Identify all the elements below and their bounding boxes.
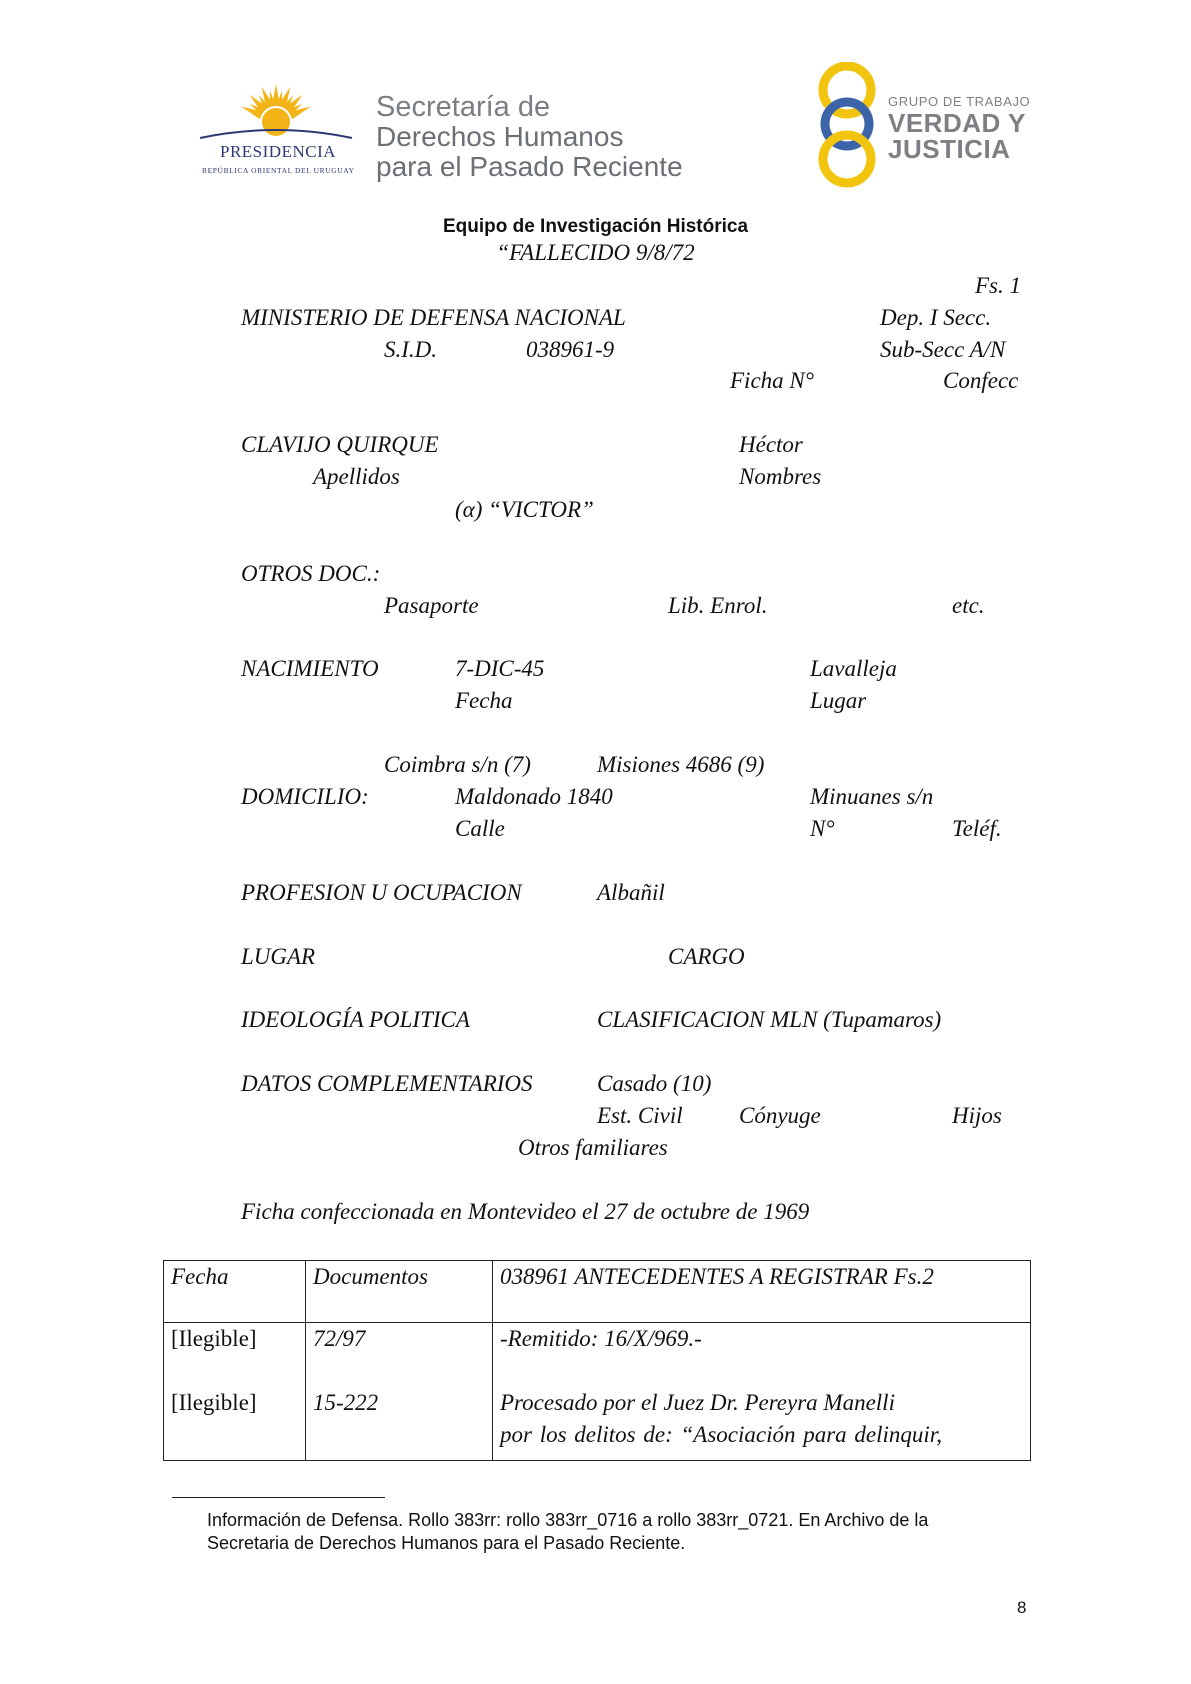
fallecido-note: “FALLECIDO 9/8/72 [496,240,695,265]
header-antecedentes [493,1261,1031,1323]
presidencia-logo [196,78,356,178]
presidencia-sub: REPÚBLICA ORIENTAL DEL URUGUAY [202,166,355,175]
rings-emblem-icon [812,62,882,188]
footnote-line-1: Información de Defensa. Rollo 383rr: rollo 383rr_0716 a rollo 383rr_0721. En Archivo de la [207,1510,929,1530]
cargo-label: CARGO [668,944,745,969]
antecedentes-cell [493,1323,1031,1461]
folio-number: Fs. 1 [975,273,1021,298]
doc-row-1: 72/97 [313,1326,366,1351]
sid-number: 038961-9 [526,337,615,362]
hijos-label: Hijos [952,1103,1002,1128]
clasificacion-value: CLASIFICACION MLN (Tupamaros) [597,1007,942,1032]
nombres-value: Héctor [739,432,803,457]
footnote-divider [172,1497,385,1498]
numero-label: N° [810,816,835,841]
fecha-label: Fecha [455,688,513,713]
calle-value: Maldonado 1840 [455,784,613,809]
confecc-label: Confecc [943,368,1019,393]
otros-doc-label: OTROS DOC.: [241,561,381,586]
otros-familiares-label: Otros familiares [518,1135,668,1160]
header-documentos-text: Documentos [313,1264,428,1289]
secretaria-title [376,92,683,182]
secretaria-line-1: Secretaría de [376,91,551,123]
nombres-label: Nombres [739,464,822,489]
sid-label: S.I.D. [384,337,438,362]
profesion-label: PROFESION U OCUPACION [241,880,522,905]
presidencia-label: PRESIDENCIA [220,142,337,161]
telef-label: Teléf. [952,816,1002,841]
footnote-line-2: Secretaria de Derechos Humanos para el Pasado Reciente. [207,1533,686,1553]
estado-civil-value: Casado (10) [597,1071,712,1096]
text-row-1: -Remitido: 16/X/969.- [500,1326,702,1351]
domicilio-extra-1: Coimbra s/n (7) [384,752,531,777]
secretaria-line-2: Derechos Humanos [376,121,624,152]
header-documentos [306,1261,493,1323]
apellidos-label: Apellidos [313,464,400,489]
apellidos-value: CLAVIJO QUIRQUE [241,432,439,457]
fecha-row-1: [Ilegible] [171,1326,257,1351]
sun-emblem-icon [196,78,356,148]
dep-label: Dep. I Secc. [880,305,992,330]
profesion-value: Albañil [597,880,665,905]
conyuge-label: Cónyuge [739,1103,821,1128]
grupo-label: GRUPO DE TRABAJO [888,94,1031,109]
lib-enrol-label: Lib. Enrol. [668,593,768,618]
domicilio-label: DOMICILIO: [241,784,369,809]
datos-complementarios-label: DATOS COMPLEMENTARIOS [241,1071,533,1096]
ministerio-label: MINISTERIO DE DEFENSA NACIONAL [241,305,626,330]
ideologia-label: IDEOLOGÍA POLITICA [241,1007,470,1032]
header-fecha-text: Fecha [171,1264,229,1289]
table-header-row [164,1261,1031,1323]
pasaporte-label: Pasaporte [384,593,479,618]
ficha-confeccionada: Ficha confeccionada en Montevideo el 27 de octubre de 1969 [241,1199,810,1224]
est-civil-label: Est. Civil [597,1103,683,1128]
etc-label: etc. [952,593,985,618]
text-continuation: por los delitos de: “Asociación para delinquir, [500,1422,942,1447]
numero-value: Minuanes s/n [810,784,934,809]
verdad-justicia-logo [812,62,1031,192]
fecha-nacimiento-value: 7-DIC-45 [455,656,545,681]
team-title: Equipo de Investigación Histórica [442,216,749,237]
doc-row-2: 15-222 [313,1390,379,1415]
ficha-number-label: Ficha N° [730,368,814,393]
header-fecha [164,1261,306,1323]
fecha-row-2: [Ilegible] [171,1390,257,1415]
verdad-label: VERDAD Y [888,108,1026,138]
lugar-label: Lugar [810,688,867,713]
subsecc-label: Sub-Secc A/N [880,337,1006,362]
lugar-trabajo-label: LUGAR [241,944,316,969]
text-row-2: Procesado por el Juez Dr. Pereyra Manelli [500,1390,895,1415]
page-number: 8 [1017,1598,1027,1617]
lugar-nacimiento-value: Lavalleja [810,656,897,681]
fecha-cell [164,1323,306,1461]
secretaria-line-3: para el Pasado Reciente [376,151,683,182]
domicilio-extra-2: Misiones 4686 (9) [597,752,765,777]
table-row [164,1323,1031,1461]
documentos-cell [306,1323,493,1461]
alias-value: (α) “VICTOR” [455,497,594,522]
antecedentes-table [163,1260,1031,1461]
calle-label: Calle [455,816,505,841]
header-antecedentes-text: 038961 ANTECEDENTES A REGISTRAR Fs.2 [500,1264,934,1289]
justicia-label: JUSTICIA [888,134,1011,164]
nacimiento-label: NACIMIENTO [241,656,379,681]
